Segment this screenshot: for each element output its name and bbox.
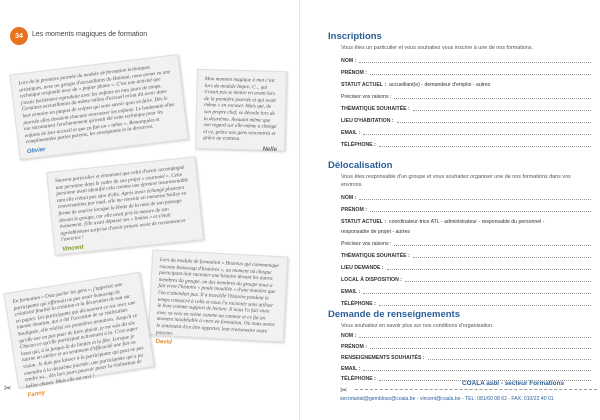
field-label: Précisez vos raisons : xyxy=(341,94,392,100)
renseignements-prenom-field[interactable] xyxy=(341,342,591,350)
cut-line xyxy=(355,389,597,390)
note-signature: Olivier xyxy=(26,146,46,156)
page-fold xyxy=(299,0,300,420)
delocalisation-intro: Vous êtes responsable d'un groupe et vous souhaitez organiser une de nos formations dans vos environs. xyxy=(341,174,571,188)
field-label: EMAIL : xyxy=(341,289,361,295)
note-signature: Vincent xyxy=(61,244,84,253)
note-text: Mon moment magique à moi c'est lors du module Impro. C... qui n'osait pas se mettre en avant lors de la première journée et qui avait même « en excuser. Mais qui, de son propre chef, se dévoile lors de la deuxième. Avouant même que son regard sur elle-même a changé et ce, grâce aux gens rencontrés et grâce au contenu. xyxy=(203,76,277,143)
field-label: STATUT ACTUEL : xyxy=(341,219,387,225)
note-fanny xyxy=(3,272,154,400)
delocalisation-telephone-field[interactable] xyxy=(341,299,591,307)
fill-line[interactable] xyxy=(413,110,591,111)
field-label: THÉMATIQUE SOUHAITÉE : xyxy=(341,106,410,112)
note-text: En formation « Osez parler les gens », j'apprécie une participante qui affirmait ne pas avoir beaucoup de créativité finalisé la création et la décoration de son sac en papier. Les participants qui découvrent ce sac avec une intense émotion, qui a été l'occasion de sa réalisation. Soulignée, elle réalisé ses premières tentatives. Jusqu'à ce qu'elle ose un pas pour de faire plaisir, je me suis dit sûr. Chacun ce qu'elle participait activement à la. C'est super beau qui, à la jusque-là de limitée et la fête. Lorsque je tourne un atelier et un sentiment d'efficacité une fois sa vision. Je dois pas laisser à la participante qui peut ne pas entendre à la deuxième journée, une participante qui a pu tendre sa... dès lors jours pouvoir poser la réalisation de belles choses. Mais elle est ravi ! xyxy=(12,281,144,390)
note-signature: David xyxy=(155,338,172,346)
fill-line[interactable] xyxy=(370,348,591,349)
renseignements-nom-field[interactable] xyxy=(341,331,591,339)
fill-line[interactable] xyxy=(363,370,591,371)
scissors-icon: ✂ xyxy=(340,385,348,395)
field-label: LIEU DEMANDE : xyxy=(341,265,384,271)
delocalisation-local-field[interactable] xyxy=(341,275,591,283)
delocalisation-prenom-field[interactable] xyxy=(341,205,591,213)
statut-options: accueillant(e) - demandeur d'emploi - autres xyxy=(389,82,491,88)
inscriptions-email-field[interactable] xyxy=(341,128,591,136)
delocalisation-email-field[interactable] xyxy=(341,287,591,295)
delocalisation-heading: Délocalisation xyxy=(328,160,393,171)
delocalisation-thematique-field[interactable] xyxy=(341,251,591,259)
page-number-badge: 34 xyxy=(10,27,28,45)
field-label: TÉLÉPHONE : xyxy=(341,376,376,382)
fill-line[interactable] xyxy=(363,293,591,294)
fill-line[interactable] xyxy=(359,199,591,200)
left-page-title: Les moments magiques de formation xyxy=(32,31,148,38)
field-label: NOM : xyxy=(341,58,357,64)
field-label: NOM : xyxy=(341,333,357,339)
renseignements-souhaites-field[interactable] xyxy=(341,353,591,361)
inscriptions-nom-field[interactable] xyxy=(341,56,591,64)
inscriptions-lieu-field[interactable] xyxy=(341,116,591,124)
inscriptions-thematique-field[interactable] xyxy=(341,104,591,112)
inscriptions-prenom-field[interactable] xyxy=(341,68,591,76)
fill-line[interactable] xyxy=(359,337,591,338)
field-label: PRÉNOM : xyxy=(341,207,367,213)
scissors-icon: ✂ xyxy=(4,383,12,393)
delocalisation-statut-continued xyxy=(341,227,591,235)
field-label: responsable de projet - autres xyxy=(341,229,410,235)
field-label: PRÉNOM : xyxy=(341,70,367,76)
fill-line[interactable] xyxy=(405,281,591,282)
field-label: THÉMATIQUE SOUHAITÉE : xyxy=(341,253,410,259)
note-text: Lors de la première journée du module de formation techniques artistiques, avec un groupe d'accueillants du Hainaut, nous avons vu une technique originale avec du « papier plume ». C'est une activité que j'avais facilement reproduite avec les enfants en mes jours de temps. Certaines accueillantes du même milieu d'accueil m'ont dit avoir dans leur armoire un paquet de crépon qui sons savoir quoi en faire. Dès le journée elles devaient chacune rencontrer les enfants. Le lendemain elles me racontaient l'enchantement qu'avait été cette technique pour les enfants de leur accueil et que ça fait un « tabac ». Remarquées et complimentées parles parents, les enseignants et la directrice. xyxy=(18,64,175,146)
note-text: Lors du module de formation « Heureux qui communique raconte beaucoup d'histoires », au moment où chaque participant doit raconter une histoire devant les autres membres du groupe, un des membres du groupe nous a fait vivre l'histoire « poule mouillée » d'une manière que l'on n'attendait pas. Il a travaillé l'histoire pendant le temps consacré à celle et nous l'a racontée sans utiliser le livre comme support de lecture. Il nous l'a fait vivre avec sa voix en scène comme un conteur et ce fut un moment inoubliable à vivre en formation. Où nous avons le sentiment d'en être apporter, leur transmettre notre passion. xyxy=(155,256,279,337)
note-signature: Fanny xyxy=(27,390,46,400)
note-nelle xyxy=(195,69,287,151)
field-label: Précisez vos raisons : xyxy=(341,241,392,247)
renseignements-intro: Vous souhaitez en savoir plus sur nos conditions d'organisation. xyxy=(341,323,494,329)
field-label: PRÉNOM : xyxy=(341,344,367,350)
field-label: STATUT ACTUEL : xyxy=(341,82,387,88)
field-label: EMAIL : xyxy=(341,366,361,372)
field-label: TÉLÉPHONE : xyxy=(341,142,376,148)
fill-line[interactable] xyxy=(370,211,591,212)
inscriptions-telephone-field[interactable] xyxy=(341,140,591,148)
field-label: TÉLÉPHONE : xyxy=(341,301,376,307)
fill-line[interactable] xyxy=(363,134,591,135)
fill-line[interactable] xyxy=(379,305,591,306)
note-vincent xyxy=(46,156,204,255)
renseignements-email-field[interactable] xyxy=(341,364,591,372)
note-signature: Nelle xyxy=(262,146,278,153)
field-label: EMAIL : xyxy=(341,130,361,136)
fill-line[interactable] xyxy=(379,146,591,147)
inscriptions-statut-field[interactable] xyxy=(341,80,591,88)
note-text: Souvent particulier et émouvant que celui d'avoir accompagné une personne dans le cadre de son projet « couronné ». Cette personne avait identifié cela comme une épreuve insurmontable tant elle n'était pas sûre d'elle. Après avoir échangé plusieurs conversations par mail, elle me renvoie un immense Smiley en forme de sourire lorsque la Hotte de la note de son passage devant le groupe, car elle avait pris la mesure de son évènement. Elle avait dépassé ses « limites » et s'était agréablement surprise d'avoir prouvé envie de recommencer l'exercice ! xyxy=(54,164,189,244)
fill-line[interactable] xyxy=(359,62,591,63)
field-label: NOM : xyxy=(341,195,357,201)
inscriptions-intro: Vous êtes un particulier et vous souhaitez vous inscrire à une de nos formations. xyxy=(341,45,534,51)
note-olivier xyxy=(9,54,188,160)
fill-line[interactable] xyxy=(370,74,591,75)
field-label: LOCAL À DISPOSITION : xyxy=(341,277,403,283)
fill-line[interactable] xyxy=(387,269,591,270)
statut-options: coordinateur-trice ATL - administrateur - responsable du personnel - xyxy=(389,219,545,225)
field-label: LIEU D'HABITATION : xyxy=(341,118,394,124)
field-label: RENSEIGNEMENTS SOUHAITÉS : xyxy=(341,355,425,361)
fill-line[interactable] xyxy=(394,245,591,246)
fill-line[interactable] xyxy=(394,98,591,99)
org-name: COALA asbl - secteur Formations xyxy=(462,380,565,387)
inscriptions-heading: Inscriptions xyxy=(328,31,382,42)
fill-line[interactable] xyxy=(413,257,591,258)
delocalisation-lieu-field[interactable] xyxy=(341,263,591,271)
delocalisation-nom-field[interactable] xyxy=(341,193,591,201)
delocalisation-statut-field[interactable] xyxy=(341,217,591,225)
renseignements-heading: Demande de renseignements xyxy=(328,309,460,320)
inscriptions-precisez-field[interactable] xyxy=(341,92,591,100)
delocalisation-precisez-field[interactable] xyxy=(341,239,591,247)
contact-info: secretariat@gembloux@coala.be - vincent@coala.be - TEL: 081/60 08 62 - FAX: 010/22 40 01 xyxy=(340,396,554,402)
note-david xyxy=(148,250,288,346)
fill-line[interactable] xyxy=(397,122,591,123)
fill-line[interactable] xyxy=(428,359,591,360)
